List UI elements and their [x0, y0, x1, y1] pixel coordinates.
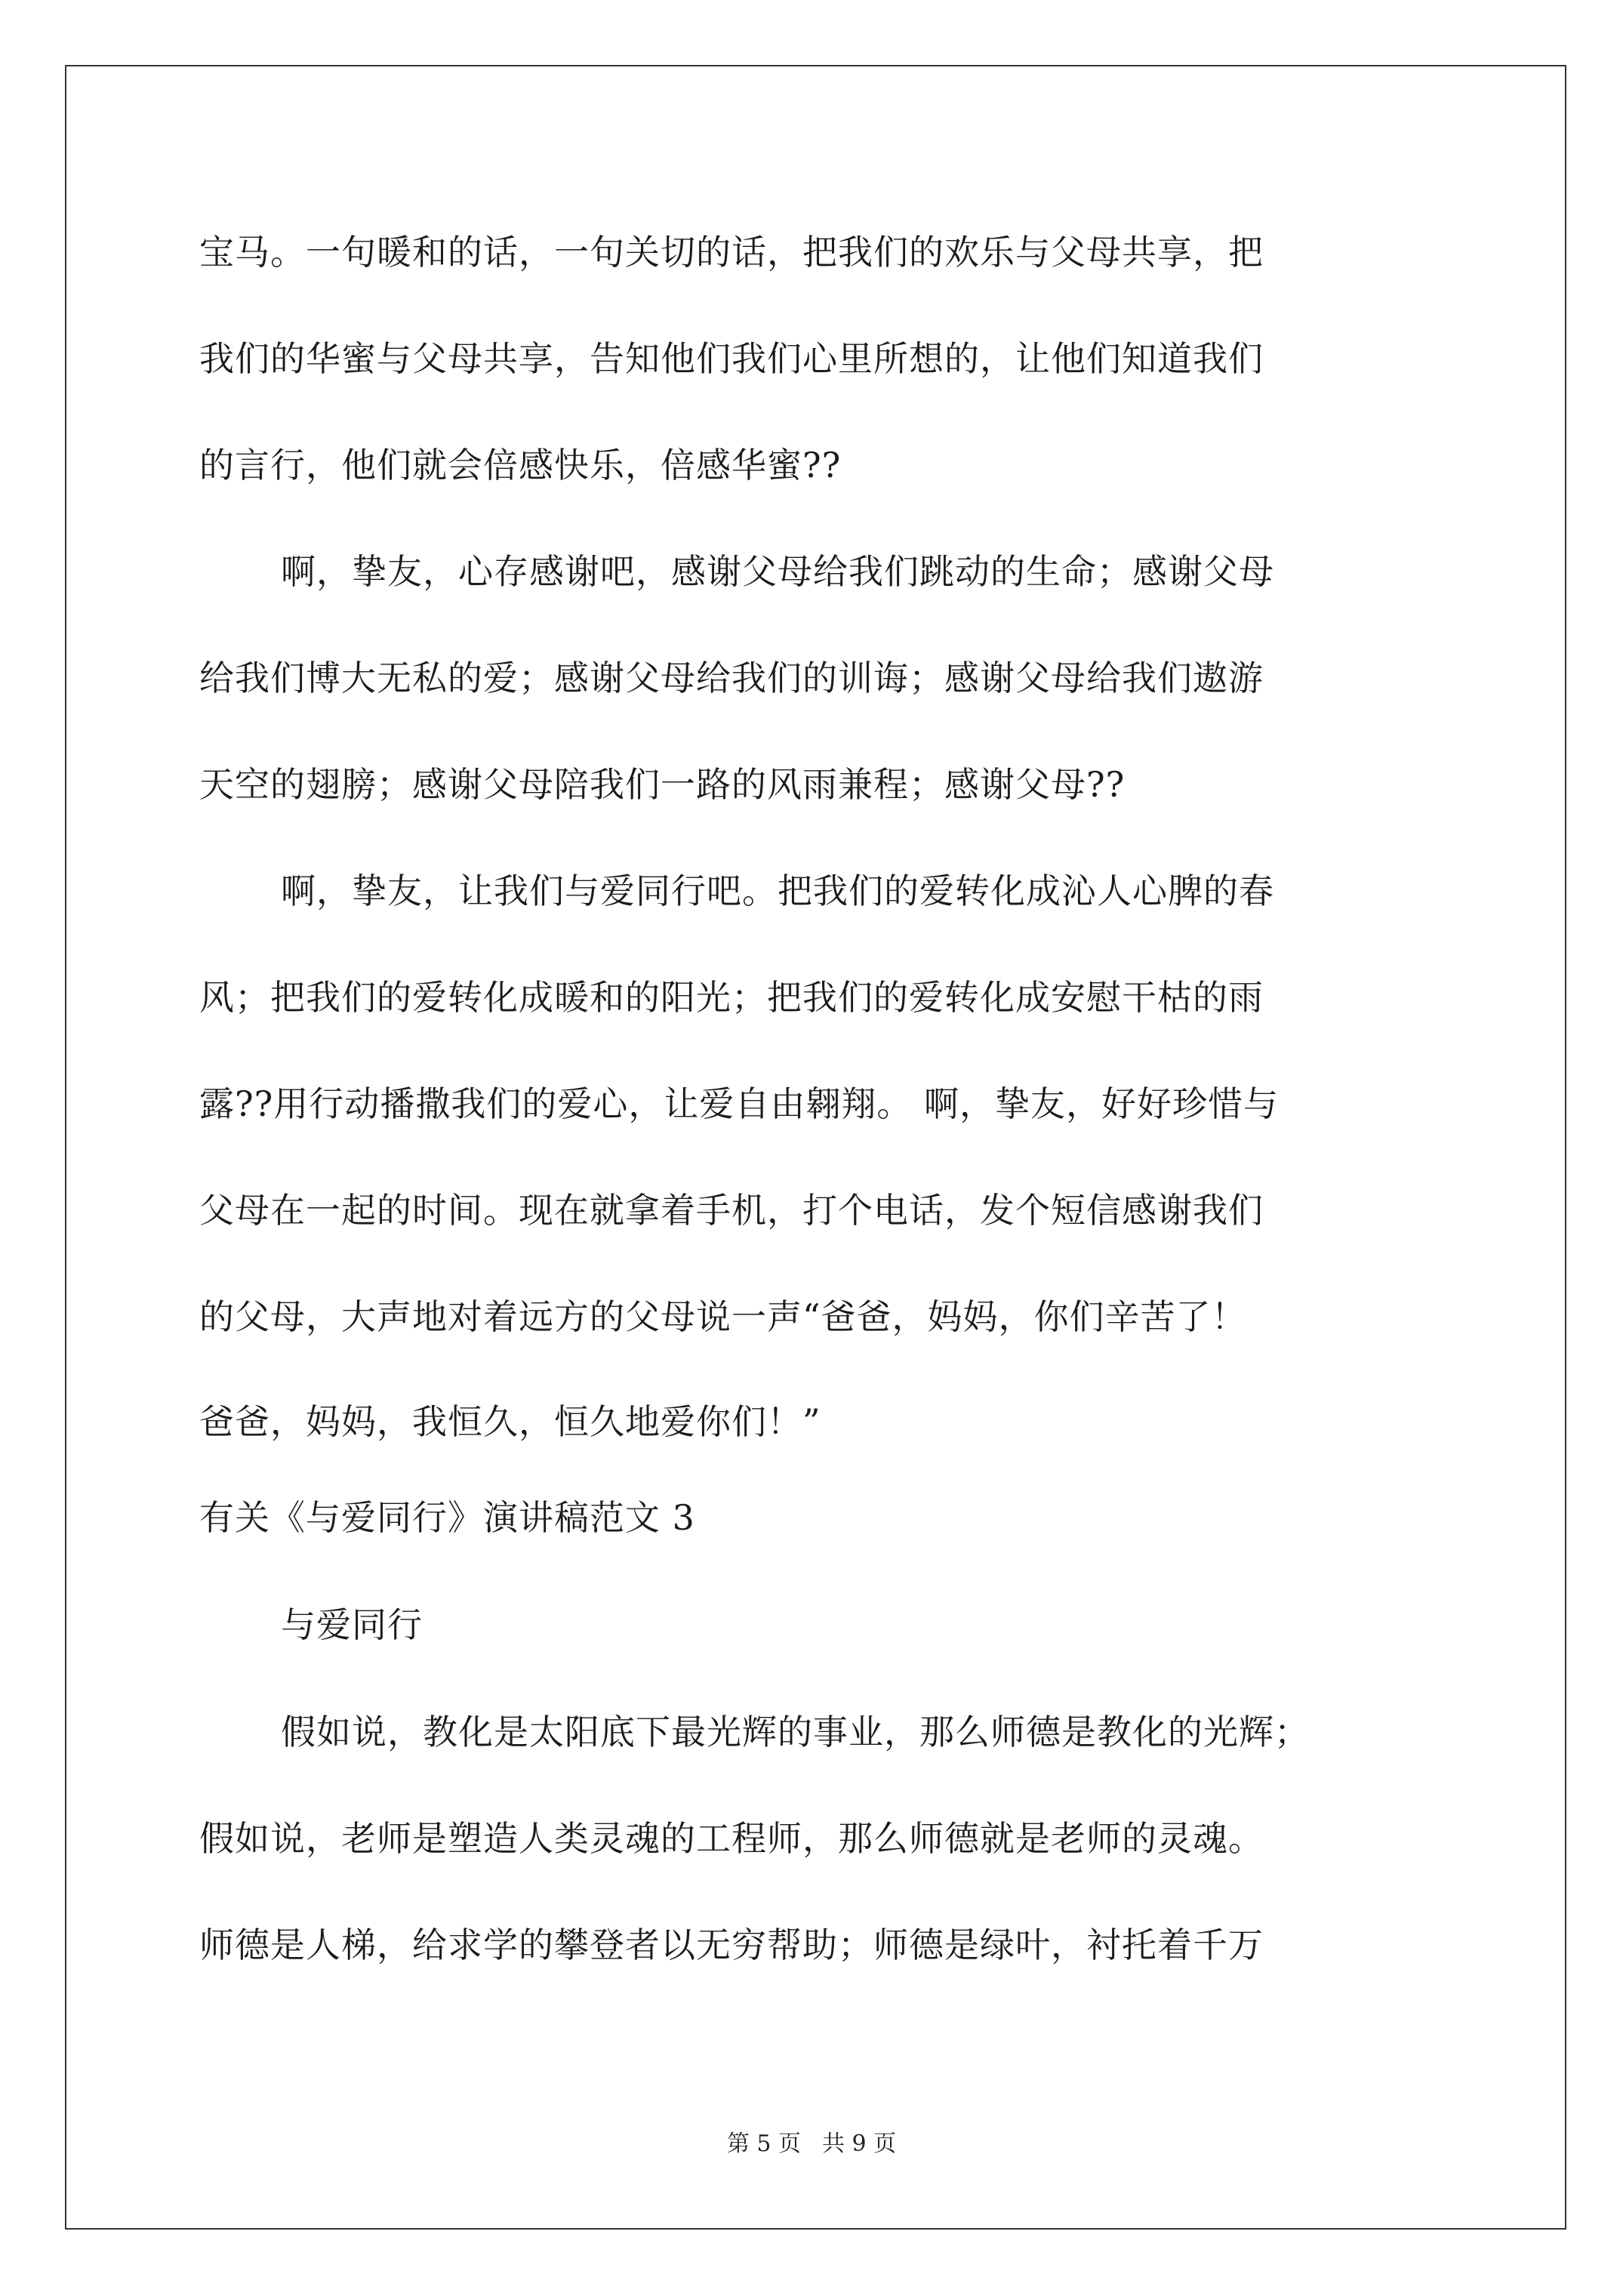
- text-line: 风；把我们的爱转化成暖和的阳光；把我们的爱转化成安慰干枯的雨: [199, 977, 1264, 1018]
- paragraph-first-line: 假如说，教化是太阳底下最光辉的事业，那么师德是教化的光辉；: [281, 1712, 1310, 1752]
- text-line: 宝马。一句暖和的话，一句关切的话，把我们的欢乐与父母共享，把: [199, 232, 1264, 273]
- paragraph-first-line: 啊，挚友，让我们与爱同行吧。把我们的爱转化成沁人心脾的春: [281, 871, 1274, 911]
- paragraph-first-line: 啊，挚友，心存感谢吧，感谢父母给我们跳动的生命；感谢父母: [281, 551, 1274, 592]
- text-line: 露??用行动播撒我们的爱心，让爱自由翱翔。 啊，挚友，好好珍惜与: [199, 1083, 1279, 1124]
- text-line: 爸爸，妈妈，我恒久，恒久地爱你们！”: [199, 1401, 821, 1442]
- page-border: [65, 65, 1566, 2230]
- page-number: 第 5 页: [726, 2131, 801, 2157]
- section-heading: 有关《与爱同行》演讲稿范文 3: [199, 1497, 695, 1538]
- text-line: 的言行，他们就会倍感快乐，倍感华蜜??: [199, 445, 842, 485]
- page-footer: [0, 2129, 1623, 2159]
- text-line: 的父母，大声地对着远方的父母说一声“爸爸，妈妈，你们辛苦了！: [199, 1296, 1247, 1337]
- text-line: 我们的华蜜与父母共享，告知他们我们心里所想的，让他们知道我们: [199, 338, 1264, 379]
- text-line: 给我们博大无私的爱；感谢父母给我们的训诲；感谢父母给我们遨游: [199, 658, 1264, 698]
- page-total: 共 9 页: [822, 2131, 897, 2157]
- text-line: 父母在一起的时间。现在就拿着手机，打个电话，发个短信感谢我们: [199, 1190, 1264, 1231]
- text-line: 师德是人梯，给求学的攀登者以无穷帮助；师德是绿叶，衬托着千万: [199, 1925, 1264, 1965]
- text-line: 假如说，老师是塑造人类灵魂的工程师，那么师德就是老师的灵魂。: [199, 1818, 1264, 1859]
- text-line: 天空的翅膀；感谢父母陪我们一路的风雨兼程；感谢父母??: [199, 764, 1126, 805]
- section-subtitle: 与爱同行: [281, 1604, 423, 1645]
